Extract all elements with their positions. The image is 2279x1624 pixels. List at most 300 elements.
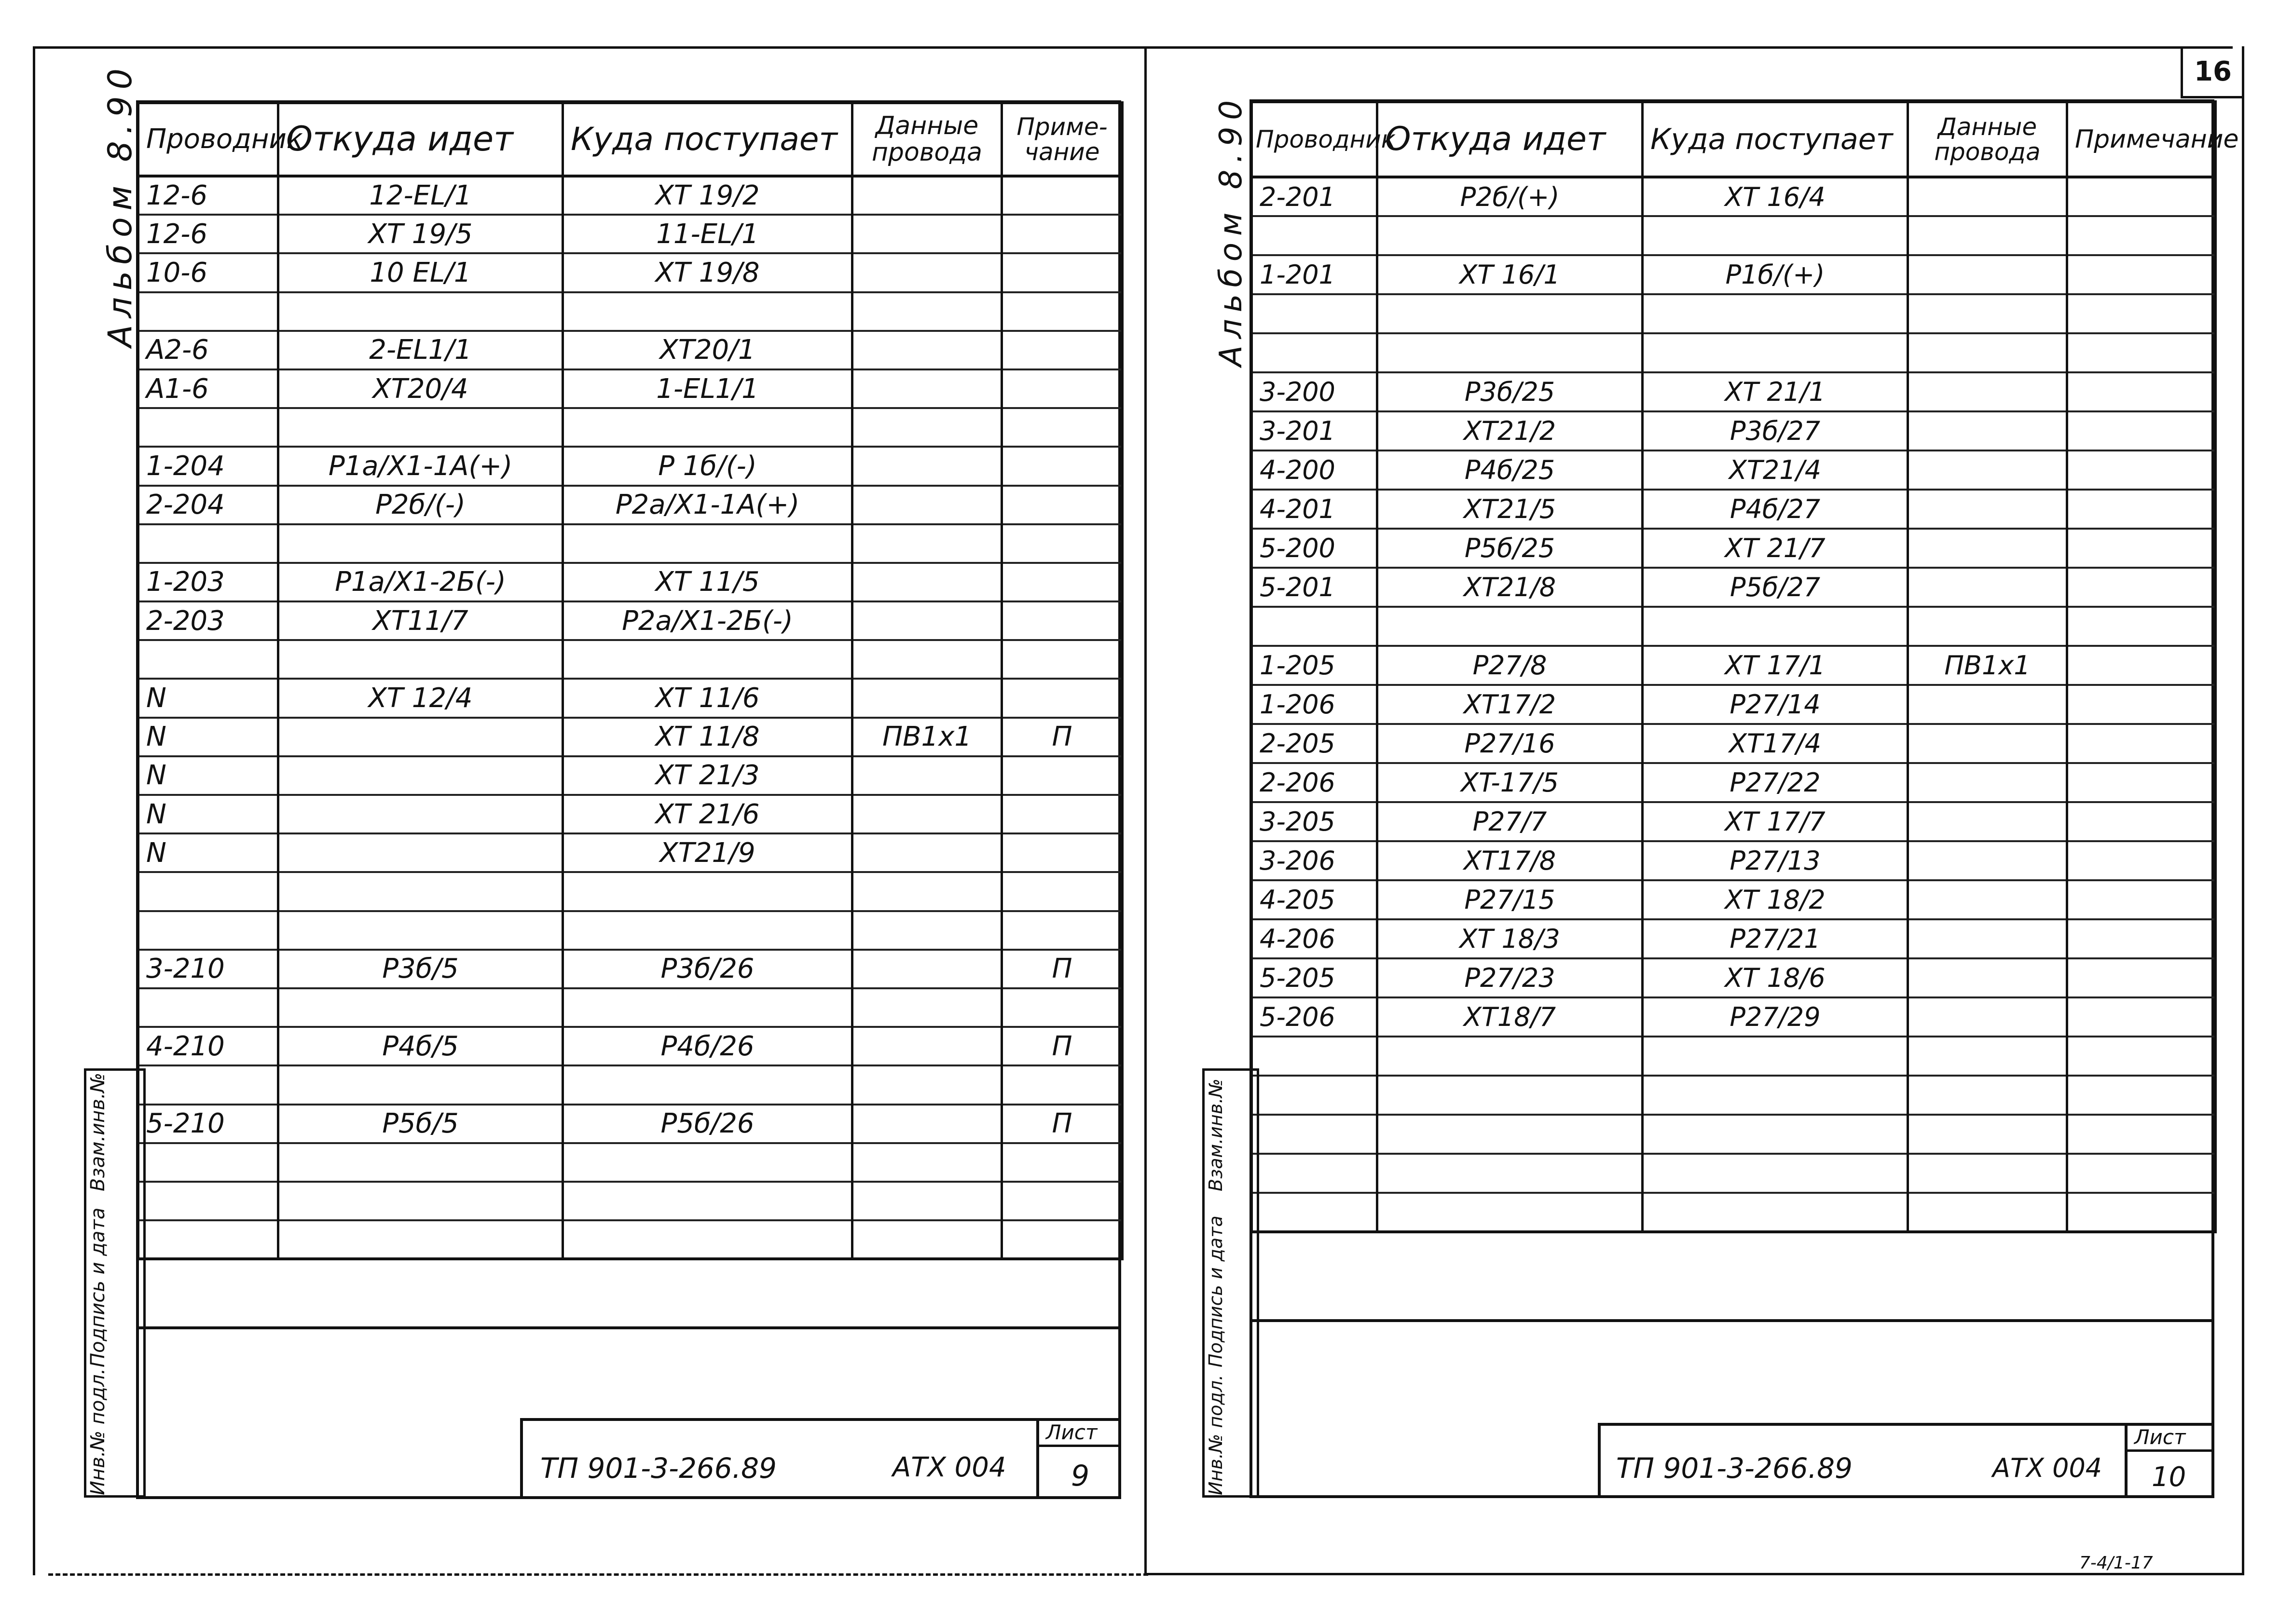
- cell-wire-data: [852, 447, 1002, 485]
- cell-conductor: N: [138, 795, 278, 833]
- cell-conductor: 2-206: [1252, 763, 1377, 802]
- cell-to: 11-EL/1: [563, 215, 852, 253]
- table-row: [138, 292, 1123, 331]
- cell-note: [2067, 763, 2216, 802]
- cell-to: XT 21/1: [1643, 372, 1908, 411]
- cell-wire-data: [852, 563, 1002, 601]
- cell-from: P1a/X1-1A(+): [278, 447, 563, 485]
- cell-conductor: N: [138, 756, 278, 795]
- table-row: [138, 601, 1123, 640]
- right-bottom-divider: [1250, 1319, 2214, 1322]
- cell-wire-data: [1908, 333, 2067, 372]
- cell-wire-data: [1908, 450, 2067, 490]
- cell-to: [1643, 1076, 1908, 1115]
- cell-to: [1643, 607, 1908, 646]
- cell-to: [563, 408, 852, 447]
- table-row: [138, 988, 1123, 1027]
- cell-note: [1002, 1182, 1123, 1220]
- cell-from: [1377, 1154, 1643, 1193]
- cell-conductor: 3-206: [1252, 841, 1377, 880]
- cell-note: [1002, 1143, 1123, 1182]
- page-number: 16: [2194, 56, 2232, 87]
- cell-to: XT 16/4: [1643, 177, 1908, 216]
- left-bottom-divider: [137, 1326, 1121, 1329]
- cell-conductor: 5-205: [1252, 958, 1377, 997]
- cell-wire-data: [852, 872, 1002, 911]
- cell-from: [278, 1143, 563, 1182]
- cell-from: [278, 795, 563, 833]
- cell-wire-data: [852, 1065, 1002, 1104]
- cell-wire-data: [1908, 177, 2067, 216]
- cell-to: XT17/4: [1643, 724, 1908, 763]
- left-strip-sign: Подпись и дата: [87, 1207, 109, 1367]
- cell-conductor: 2-203: [138, 601, 278, 640]
- cell-from: P2б/(-): [278, 486, 563, 524]
- cell-conductor: [1252, 333, 1377, 372]
- cell-note: [2067, 529, 2216, 568]
- cell-from: XT 12/4: [278, 679, 563, 717]
- cell-conductor: [138, 1182, 278, 1220]
- table-row: [138, 524, 1123, 563]
- cell-conductor: N: [138, 718, 278, 756]
- cell-note: [1002, 447, 1123, 485]
- cell-conductor: [1252, 1154, 1377, 1193]
- cell-wire-data: [1908, 255, 2067, 294]
- table-row: [1252, 841, 2216, 880]
- cell-note: [2067, 880, 2216, 919]
- cell-conductor: [138, 524, 278, 563]
- cell-note: [1002, 176, 1123, 215]
- cell-wire-data: ПВ1х1: [1908, 646, 2067, 685]
- table-row: [1252, 216, 2216, 255]
- cell-from: XT 18/3: [1377, 919, 1643, 958]
- cell-wire-data: [1908, 841, 2067, 880]
- cell-to: P 1б/(-): [563, 447, 852, 485]
- table-row: [138, 253, 1123, 292]
- col-header-to: Куда поступает: [563, 103, 852, 176]
- cell-wire-data: [852, 176, 1002, 215]
- cell-to: [563, 1143, 852, 1182]
- left-strip-inv: Инв.№ подл.: [87, 1368, 109, 1495]
- cell-conductor: [1252, 1115, 1377, 1154]
- table-row: [1252, 958, 2216, 997]
- table-row: [1252, 255, 2216, 294]
- cell-from: P1a/X1-2Б(-): [278, 563, 563, 601]
- cell-to: XT 11/6: [563, 679, 852, 717]
- cell-conductor: 5-201: [1252, 568, 1377, 607]
- table-row: [138, 1065, 1123, 1104]
- cell-wire-data: [852, 1105, 1002, 1143]
- right-strip-sign: Подпись и дата: [1205, 1215, 1226, 1367]
- cell-wire-data: [1908, 763, 2067, 802]
- col-header-note: Примечание: [2067, 102, 2216, 177]
- cell-to: XT 18/2: [1643, 880, 1908, 919]
- cell-note: [2067, 958, 2216, 997]
- cell-conductor: [1252, 1037, 1377, 1076]
- cell-from: 12-EL/1: [278, 176, 563, 215]
- cell-from: [278, 292, 563, 331]
- cell-note: П: [1002, 950, 1123, 988]
- cell-conductor: 12-6: [138, 176, 278, 215]
- table-row: [1252, 802, 2216, 841]
- cell-wire-data: [852, 640, 1002, 679]
- cell-wire-data: [1908, 802, 2067, 841]
- cell-note: [1002, 679, 1123, 717]
- cell-note: П: [1002, 1105, 1123, 1143]
- table-row: [1252, 646, 2216, 685]
- cell-to: [563, 1065, 852, 1104]
- cell-conductor: [138, 640, 278, 679]
- table-row: [138, 176, 1123, 215]
- cell-note: [1002, 331, 1123, 369]
- cell-to: [1643, 216, 1908, 255]
- cell-from: [278, 524, 563, 563]
- cell-wire-data: [852, 756, 1002, 795]
- cell-note: [2067, 1193, 2216, 1232]
- cell-conductor: 1-205: [1252, 646, 1377, 685]
- cell-to: [563, 1220, 852, 1259]
- cell-conductor: [138, 1143, 278, 1182]
- cell-to: P5б/26: [563, 1105, 852, 1143]
- cell-conductor: 4-206: [1252, 919, 1377, 958]
- cell-wire-data: [1908, 1076, 2067, 1115]
- cell-from: [278, 1182, 563, 1220]
- cell-conductor: [138, 1065, 278, 1104]
- right-sheet-label: Лист: [2134, 1425, 2186, 1449]
- left-stamp-doc: ТП 901-3-266.89: [540, 1452, 777, 1485]
- left-sheet-number: 9: [1071, 1459, 1090, 1493]
- cell-from: P27/23: [1377, 958, 1643, 997]
- cell-from: [278, 911, 563, 950]
- corner-mark: 7-4/1-17: [2079, 1553, 2153, 1573]
- cell-conductor: 12-6: [138, 215, 278, 253]
- cell-conductor: 2-204: [138, 486, 278, 524]
- cell-wire-data: [1908, 568, 2067, 607]
- cell-from: [278, 872, 563, 911]
- cell-wire-data: [1908, 997, 2067, 1037]
- table-row: [138, 679, 1123, 717]
- cell-wire-data: [1908, 372, 2067, 411]
- right-wiring-table: [1250, 100, 2239, 1233]
- cell-to: [1643, 294, 1908, 333]
- table-row: [138, 215, 1123, 253]
- cell-from: XT 16/1: [1377, 255, 1643, 294]
- cell-conductor: 3-201: [1252, 411, 1377, 450]
- cell-wire-data: [1908, 880, 2067, 919]
- cell-to: [563, 872, 852, 911]
- col-header-from: Откуда идет: [1377, 102, 1643, 177]
- table-row: [138, 1027, 1123, 1065]
- table-row: [138, 718, 1123, 756]
- cell-from: 2-EL1/1: [278, 331, 563, 369]
- cell-to: XT21/9: [563, 833, 852, 872]
- col-header-note: Приме-чание: [1002, 103, 1123, 176]
- table-row: [138, 795, 1123, 833]
- cell-from: XT 19/5: [278, 215, 563, 253]
- cell-note: [1002, 640, 1123, 679]
- cell-note: [1002, 756, 1123, 795]
- table-row: [138, 486, 1123, 524]
- cell-note: [1002, 369, 1123, 408]
- cell-wire-data: [852, 292, 1002, 331]
- table-row: [138, 950, 1123, 988]
- cell-from: [278, 640, 563, 679]
- cell-note: [2067, 646, 2216, 685]
- table-row: [138, 408, 1123, 447]
- cell-to: XT 21/6: [563, 795, 852, 833]
- cell-from: XT17/2: [1377, 685, 1643, 724]
- col-header-wire-data: Данные провода: [852, 103, 1002, 176]
- cell-conductor: 2-201: [1252, 177, 1377, 216]
- cell-note: [1002, 911, 1123, 950]
- cell-from: P27/16: [1377, 724, 1643, 763]
- cell-from: XT-17/5: [1377, 763, 1643, 802]
- table-row: [1252, 997, 2216, 1037]
- table-row: [1252, 880, 2216, 919]
- cell-note: [1002, 795, 1123, 833]
- cell-from: [278, 833, 563, 872]
- cell-wire-data: [1908, 607, 2067, 646]
- cell-wire-data: [1908, 294, 2067, 333]
- cell-conductor: [1252, 1076, 1377, 1115]
- col-header-from: Откуда идет: [278, 103, 563, 176]
- col-header-conductor: Проводник: [138, 103, 278, 176]
- cell-to: [563, 988, 852, 1027]
- cell-from: P27/7: [1377, 802, 1643, 841]
- cell-note: [2067, 919, 2216, 958]
- table-row: [1252, 685, 2216, 724]
- cell-wire-data: [1908, 490, 2067, 529]
- left-album-label: Альбом 8.90: [101, 62, 139, 347]
- cell-note: П: [1002, 1027, 1123, 1065]
- cell-note: [2067, 1115, 2216, 1154]
- cell-conductor: [1252, 1193, 1377, 1232]
- cell-to: P2a/X1-2Б(-): [563, 601, 852, 640]
- cell-from: P3б/5: [278, 950, 563, 988]
- cell-note: [1002, 408, 1123, 447]
- cell-from: P2б/(+): [1377, 177, 1643, 216]
- right-stamp-doc: ТП 901-3-266.89: [1616, 1452, 1853, 1485]
- right-strip-inv: Инв.№ подл.: [1205, 1374, 1226, 1495]
- cell-wire-data: [852, 988, 1002, 1027]
- cell-from: XT17/8: [1377, 841, 1643, 880]
- cell-wire-data: [852, 524, 1002, 563]
- cell-conductor: [138, 292, 278, 331]
- cell-conductor: 3-210: [138, 950, 278, 988]
- cell-note: [2067, 490, 2216, 529]
- col-header-to: Куда поступает: [1643, 102, 1908, 177]
- cell-note: [2067, 216, 2216, 255]
- cell-conductor: [138, 1220, 278, 1259]
- cell-to: [1643, 1154, 1908, 1193]
- cell-to: XT 17/1: [1643, 646, 1908, 685]
- cell-conductor: 1-206: [1252, 685, 1377, 724]
- table-row: [138, 369, 1123, 408]
- cell-note: [1002, 1065, 1123, 1104]
- cell-to: [1643, 1193, 1908, 1232]
- left-stamp-code: АТХ 004: [892, 1452, 1006, 1483]
- cell-conductor: 4-201: [1252, 490, 1377, 529]
- cell-conductor: 1-203: [138, 563, 278, 601]
- table-row: [1252, 529, 2216, 568]
- cell-to: [1643, 1115, 1908, 1154]
- cell-from: [278, 988, 563, 1027]
- cell-to: [1643, 333, 1908, 372]
- cell-note: [1002, 1220, 1123, 1259]
- cell-wire-data: [852, 253, 1002, 292]
- left-wiring-table: [137, 101, 1124, 1260]
- cell-from: 10 EL/1: [278, 253, 563, 292]
- cell-to: [563, 640, 852, 679]
- cell-note: [1002, 486, 1123, 524]
- cell-note: [2067, 997, 2216, 1037]
- cell-to: P27/22: [1643, 763, 1908, 802]
- cell-from: P4б/5: [278, 1027, 563, 1065]
- cell-conductor: 3-205: [1252, 802, 1377, 841]
- table-row: [138, 911, 1123, 950]
- cell-to: [563, 524, 852, 563]
- cell-wire-data: ПВ1х1: [852, 718, 1002, 756]
- cell-note: [2067, 450, 2216, 490]
- cell-from: [278, 1220, 563, 1259]
- right-sheet-number: 10: [2152, 1461, 2186, 1493]
- cell-conductor: [138, 988, 278, 1027]
- cell-wire-data: [852, 486, 1002, 524]
- cell-note: [2067, 294, 2216, 333]
- cell-from: [1377, 607, 1643, 646]
- cell-to: XT 17/7: [1643, 802, 1908, 841]
- cell-note: [1002, 601, 1123, 640]
- cell-note: [2067, 568, 2216, 607]
- table-row: [138, 1220, 1123, 1259]
- cell-from: XT21/2: [1377, 411, 1643, 450]
- cell-to: XT 19/2: [563, 176, 852, 215]
- cell-conductor: 10-6: [138, 253, 278, 292]
- table-row: [1252, 568, 2216, 607]
- cell-to: XT 18/6: [1643, 958, 1908, 997]
- cell-conductor: [1252, 294, 1377, 333]
- cell-note: [2067, 685, 2216, 724]
- cell-note: [1002, 292, 1123, 331]
- cell-wire-data: [1908, 529, 2067, 568]
- cell-to: XT 11/8: [563, 718, 852, 756]
- table-row: [1252, 450, 2216, 490]
- cell-wire-data: [852, 408, 1002, 447]
- table-row: [1252, 372, 2216, 411]
- cell-wire-data: [1908, 919, 2067, 958]
- cell-from: [1377, 1115, 1643, 1154]
- cell-to: 1-EL1/1: [563, 369, 852, 408]
- cell-from: XT11/7: [278, 601, 563, 640]
- table-row: [1252, 1154, 2216, 1193]
- cell-to: XT 21/3: [563, 756, 852, 795]
- cell-wire-data: [1908, 216, 2067, 255]
- table-row: [1252, 724, 2216, 763]
- cell-to: P5б/27: [1643, 568, 1908, 607]
- cell-to: XT 11/5: [563, 563, 852, 601]
- table-row: [1252, 294, 2216, 333]
- table-row: [1252, 177, 2216, 216]
- table-row: [138, 756, 1123, 795]
- cell-wire-data: [1908, 685, 2067, 724]
- cell-wire-data: [852, 950, 1002, 988]
- cell-note: [2067, 607, 2216, 646]
- table-row: [1252, 411, 2216, 450]
- table-row: [138, 872, 1123, 911]
- cell-conductor: 1-204: [138, 447, 278, 485]
- cell-to: P2a/X1-1A(+): [563, 486, 852, 524]
- cell-conductor: 4-200: [1252, 450, 1377, 490]
- cell-from: P3б/25: [1377, 372, 1643, 411]
- cell-to: P3б/26: [563, 950, 852, 988]
- cell-from: XT21/8: [1377, 568, 1643, 607]
- cell-from: [1377, 333, 1643, 372]
- cell-to: XT 19/8: [563, 253, 852, 292]
- cell-wire-data: [852, 1182, 1002, 1220]
- right-album-label: Альбом 8.90: [1213, 93, 1249, 367]
- cell-note: [2067, 372, 2216, 411]
- cell-from: [278, 408, 563, 447]
- table-row: [138, 331, 1123, 369]
- table-row: [1252, 1115, 2216, 1154]
- cell-from: [1377, 1193, 1643, 1232]
- cell-note: [2067, 333, 2216, 372]
- cell-wire-data: [852, 1143, 1002, 1182]
- cell-note: [1002, 563, 1123, 601]
- right-strip-replace: Взам.инв.№: [1205, 1078, 1226, 1191]
- cell-wire-data: [852, 679, 1002, 717]
- cell-wire-data: [1908, 1037, 2067, 1076]
- cell-conductor: [138, 911, 278, 950]
- cell-wire-data: [852, 911, 1002, 950]
- cell-from: [1377, 1076, 1643, 1115]
- cell-conductor: N: [138, 679, 278, 717]
- cell-note: [2067, 1037, 2216, 1076]
- cell-to: XT20/1: [563, 331, 852, 369]
- cell-conductor: 4-210: [138, 1027, 278, 1065]
- cell-conductor: 5-206: [1252, 997, 1377, 1037]
- cell-to: [563, 911, 852, 950]
- cell-to: P27/21: [1643, 919, 1908, 958]
- table-row: [1252, 919, 2216, 958]
- cell-to: P1б/(+): [1643, 255, 1908, 294]
- table-row: [1252, 333, 2216, 372]
- cell-wire-data: [1908, 1193, 2067, 1232]
- cell-note: [1002, 872, 1123, 911]
- cell-conductor: A1-6: [138, 369, 278, 408]
- cell-from: P4б/25: [1377, 450, 1643, 490]
- cell-note: [1002, 524, 1123, 563]
- cell-to: P4б/27: [1643, 490, 1908, 529]
- cell-to: [563, 292, 852, 331]
- cell-from: P5б/5: [278, 1105, 563, 1143]
- left-sheet-box-line: [1036, 1445, 1121, 1447]
- table-row: [138, 1143, 1123, 1182]
- cell-from: P5б/25: [1377, 529, 1643, 568]
- cell-from: [278, 718, 563, 756]
- cell-note: [1002, 215, 1123, 253]
- outer-frame-bottom: [48, 1573, 1148, 1576]
- cell-wire-data: [852, 795, 1002, 833]
- cell-from: [278, 756, 563, 795]
- cell-note: [2067, 841, 2216, 880]
- cell-from: XT18/7: [1377, 997, 1643, 1037]
- cell-conductor: N: [138, 833, 278, 872]
- cell-wire-data: [852, 1027, 1002, 1065]
- cell-note: [1002, 833, 1123, 872]
- cell-wire-data: [852, 331, 1002, 369]
- table-row: [1252, 763, 2216, 802]
